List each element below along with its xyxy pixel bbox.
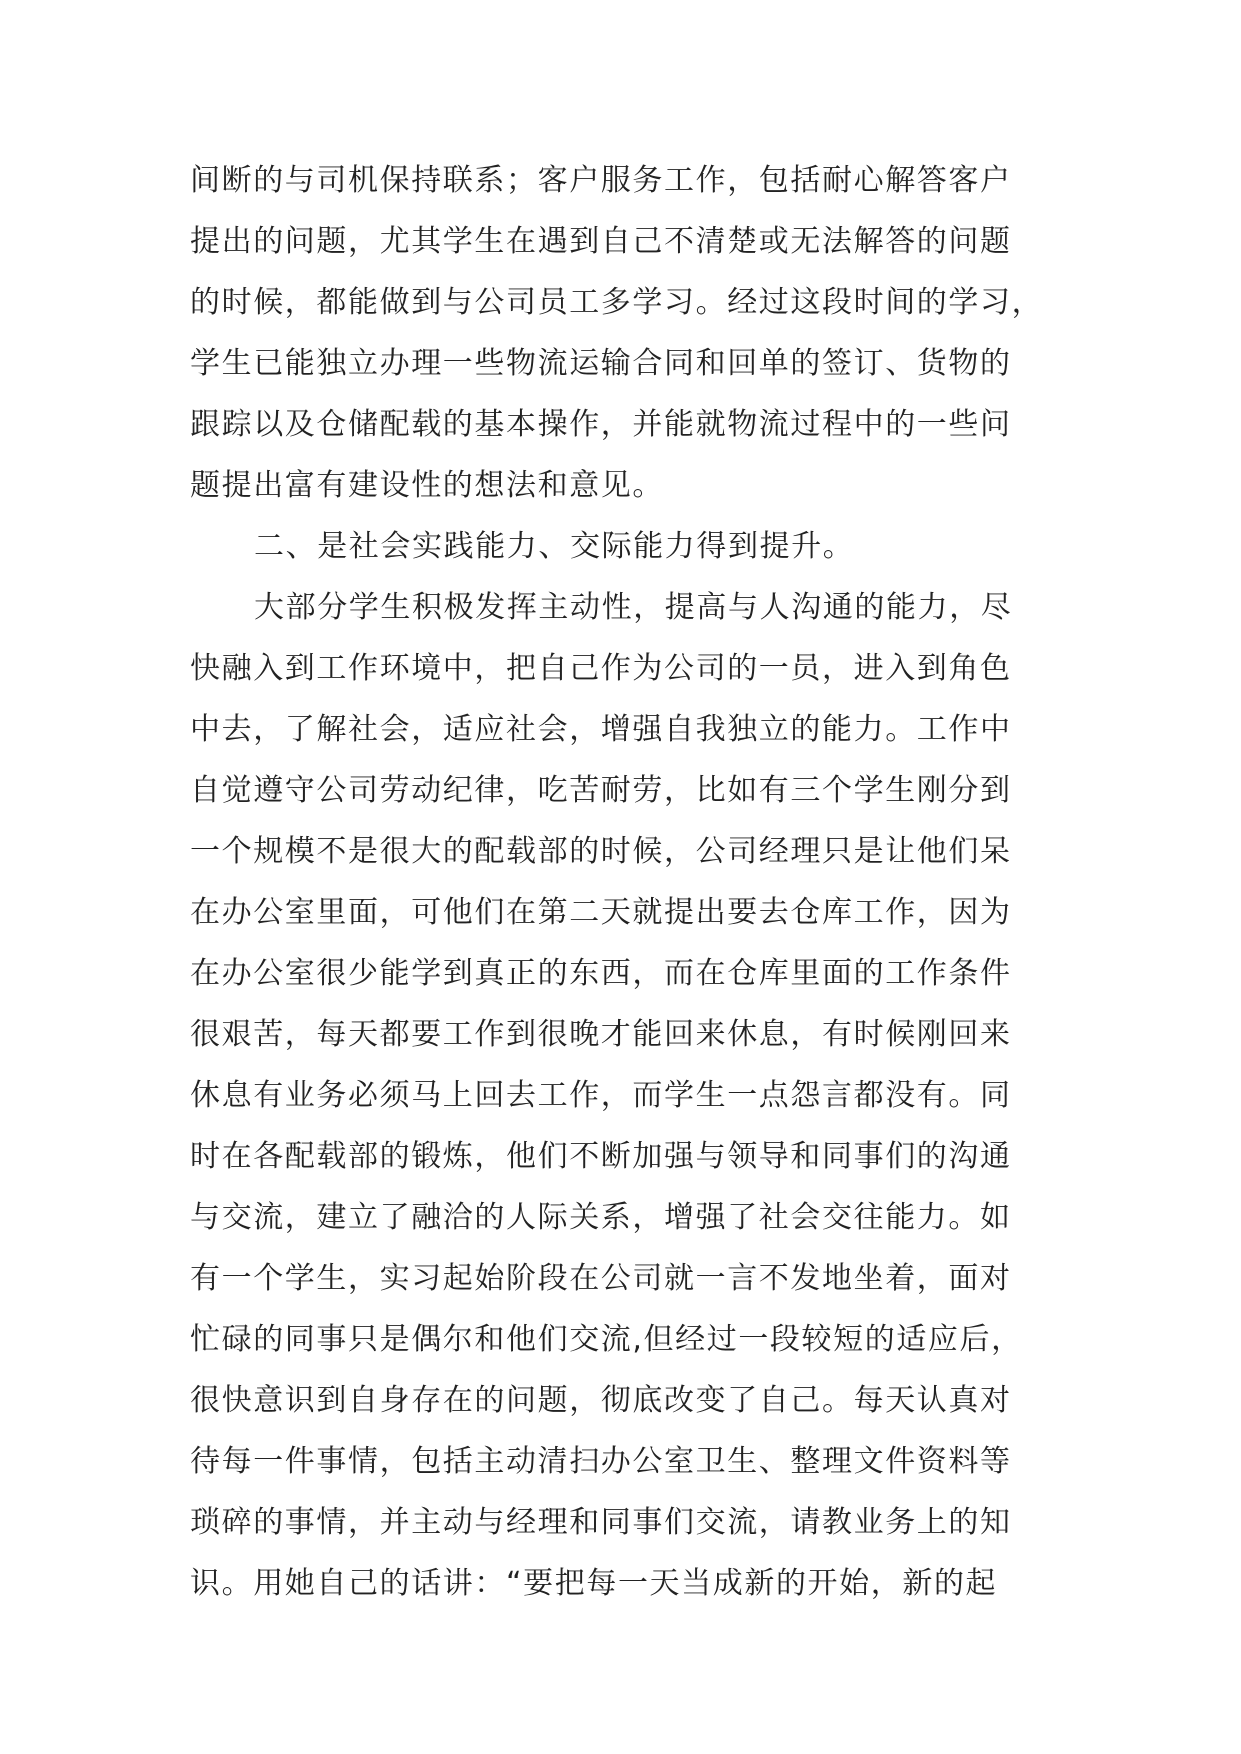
text-line: 学生已能独立办理一些物流运输合同和回单的签订、货物的 <box>190 346 1012 381</box>
text-line: 识。用她自己的话讲：“要把每一天当成新的开始，新的起 <box>190 1566 998 1601</box>
paragraph-first-line: 大部分学生积极发挥主动性，提高与人沟通的能力，尽 <box>254 590 1013 625</box>
text-line: 题提出富有建设性的想法和意见。 <box>190 468 664 503</box>
text-line: 一个规模不是很大的配载部的时候，公司经理只是让他们呆 <box>190 834 1012 869</box>
text-line: 待每一件事情，包括主动清扫办公室卫生、整理文件资料等 <box>190 1444 1012 1479</box>
text-line: 与交流，建立了融洽的人际关系，增强了社会交往能力。如 <box>190 1200 1012 1235</box>
text-line: 很快意识到自身存在的问题，彻底改变了自己。每天认真对 <box>190 1383 1012 1418</box>
text-line: 时在各配载部的锻炼，他们不断加强与领导和同事们的沟通 <box>190 1139 1012 1174</box>
text-line: 间断的与司机保持联系；客户服务工作，包括耐心解答客户 <box>190 163 1012 198</box>
text-line: 的时候，都能做到与公司员工多学习。经过这段时间的学习， <box>190 285 1044 320</box>
body-text <box>190 150 1050 1614</box>
text-line: 快融入到工作环境中，把自己作为公司的一员，进入到角色 <box>190 651 1012 686</box>
text-line: 在办公室很少能学到真正的东西，而在仓库里面的工作条件 <box>190 956 1012 991</box>
text-line: 在办公室里面，可他们在第二天就提出要去仓库工作，因为 <box>190 895 1012 930</box>
text-line: 有一个学生，实习起始阶段在公司就一言不发地坐着，面对 <box>190 1261 1012 1296</box>
text-line: 跟踪以及仓储配载的基本操作，并能就物流过程中的一些问 <box>190 407 1012 442</box>
text-line: 休息有业务必须马上回去工作，而学生一点怨言都没有。同 <box>190 1078 1012 1113</box>
text-line: 提出的问题，尤其学生在遇到自己不清楚或无法解答的问题 <box>190 224 1012 259</box>
text-line: 琐碎的事情，并主动与经理和同事们交流，请教业务上的知 <box>190 1505 1012 1540</box>
text-line: 忙碌的同事只是偶尔和他们交流,但经过一段较短的适应后， <box>190 1322 1023 1357</box>
text-line: 中去，了解社会，适应社会，增强自我独立的能力。工作中 <box>190 712 1012 747</box>
text-line: 自觉遵守公司劳动纪律，吃苦耐劳，比如有三个学生刚分到 <box>190 773 1012 808</box>
text-line: 很艰苦，每天都要工作到很晚才能回来休息，有时候刚回来 <box>190 1017 1012 1052</box>
section-heading: 二、是社会实践能力、交际能力得到提升。 <box>254 529 855 564</box>
